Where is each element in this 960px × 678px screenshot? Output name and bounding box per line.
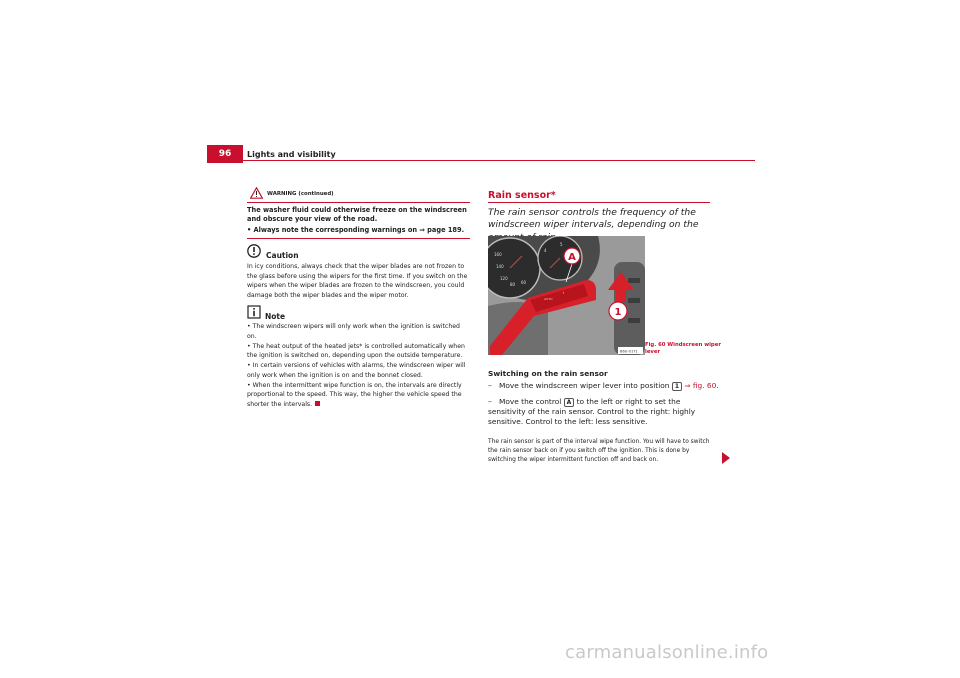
svg-text:160: 160 [494, 252, 502, 257]
figure-label-a: A [568, 252, 576, 263]
section-heading: Rain sensor* [488, 190, 556, 201]
note-icon [247, 305, 261, 319]
step-dash: – [488, 381, 492, 390]
section-heading-rule [488, 202, 710, 203]
note-list [247, 322, 471, 410]
warning-header [247, 189, 470, 203]
note-item: • The heat output of the heated jets* is controlled automatically when the ignition is switched on, depending upon the outside temperature. [247, 342, 465, 360]
instruction-step [488, 381, 720, 391]
position-badge: 1 [672, 382, 682, 391]
step-dash: – [488, 397, 492, 406]
figure-label-1: 1 [614, 307, 622, 318]
svg-text:120: 120 [500, 276, 508, 281]
control-badge: A [564, 398, 575, 407]
warning-triangle-icon [250, 187, 263, 199]
instruction-step [488, 397, 720, 428]
step-text: Move the windscreen wiper lever into position [499, 381, 672, 390]
note-item: • In certain versions of vehicles with alarms, the windscreen wiper will only work when the ignition is on and the bonnet closed. [247, 362, 466, 379]
note-item: • When the intermittent wipe function is on, the intervals are directly proportional to the speed. This way, the higher the vehicle speed the shorter the intervals. [247, 381, 462, 408]
running-head: Lights and visibility [247, 150, 336, 159]
page-number: 96 [207, 145, 243, 163]
body-paragraph: The rain sensor is part of the interval wipe function. You will have to switch the rain sensor back on if you switch off the ignition. This is done by switching the wiper intermittent function off and back on. [488, 439, 710, 463]
note-title: Note [265, 312, 286, 321]
step-text-end: . [716, 381, 719, 390]
end-of-section-mark [315, 401, 320, 406]
warning-box [247, 189, 470, 239]
svg-text:⇑: ⇑ [562, 291, 565, 295]
warning-text: The washer fluid could otherwise freeze on the windscreen and obscure your view of the road. [247, 206, 467, 224]
caution-body: In icy conditions, always check that the wiper blades are not frozen to the glass before using the wipers for the first time. If you switch on the wipers when the wiper blades are frozen to the windscreen, you could damage both the wiper blades and the wiper motor. [247, 263, 468, 299]
warning-bullet: • Always note the corresponding warnings on ⇒ page 189. [247, 226, 465, 234]
wiper-lever-figure [488, 236, 645, 355]
next-page-arrow-icon[interactable] [722, 452, 730, 464]
caution-icon [247, 244, 261, 258]
svg-text:AUTO: AUTO [544, 297, 553, 301]
caution-title: Caution [266, 251, 299, 260]
subsection-title: Switching on the rain sensor [488, 369, 608, 378]
section-intro: The rain sensor controls the frequency of the windscreen wiper intervals, depending on the [488, 207, 699, 231]
step-text-end: to the left or right to set the sensitivity of the rain sensor. Control to the right: highly sensitive. Control to the left: less sensitive. [488, 397, 696, 427]
warning-title: WARNING (continued) [267, 191, 334, 197]
warning-bottom-rule [247, 238, 470, 239]
header-rule [243, 160, 755, 161]
svg-text:80: 80 [510, 282, 516, 287]
svg-text:140: 140 [496, 264, 504, 269]
note-item: • The windscreen wipers will only work when the ignition is switched on. [247, 323, 460, 340]
svg-text:5: 5 [560, 242, 563, 247]
figure-caption: Fig. 60 Windscreen wiper lever [645, 342, 721, 355]
watermark: carmanualsonline.info [565, 642, 769, 663]
svg-text:4: 4 [544, 248, 547, 253]
svg-text:60: 60 [521, 280, 527, 285]
figure-code: B6U-0171 [620, 349, 638, 354]
figure-reference-link[interactable]: ⇒ fig. 60 [682, 381, 717, 390]
step-text: Move the control [499, 397, 564, 406]
